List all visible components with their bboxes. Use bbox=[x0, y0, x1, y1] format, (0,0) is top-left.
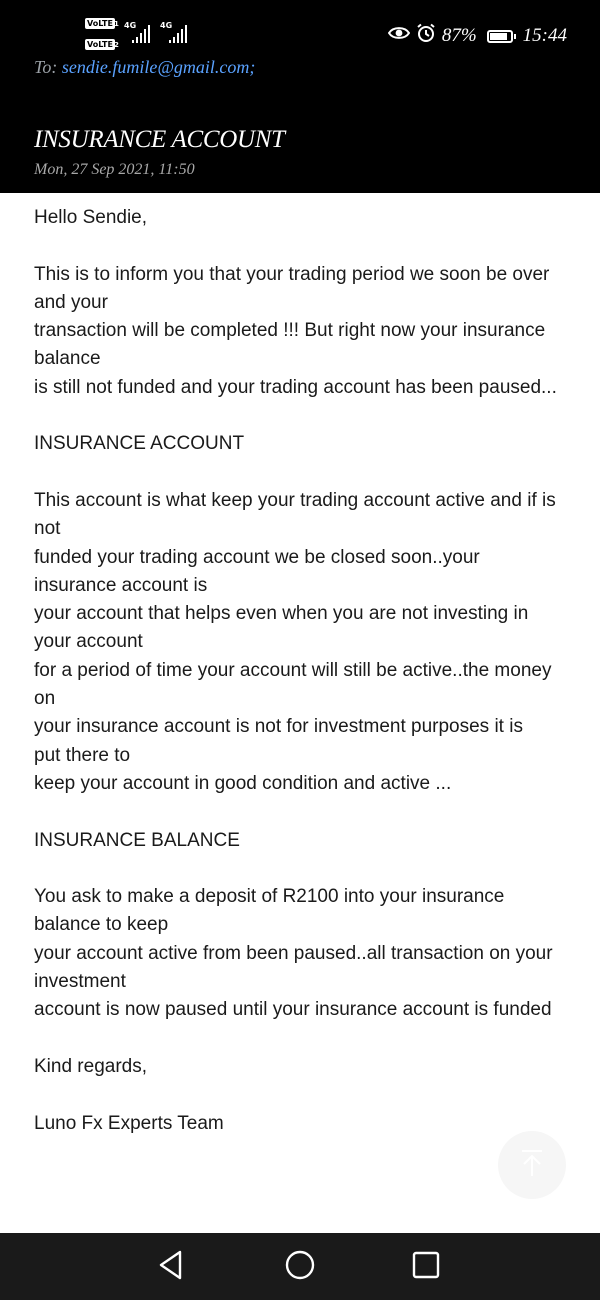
signal-strength-icon-2 bbox=[169, 25, 187, 43]
sim-number-2: 2 bbox=[114, 41, 119, 49]
to-label: To: bbox=[34, 57, 58, 77]
system-navigation-bar bbox=[0, 1233, 600, 1300]
battery-nub bbox=[514, 34, 516, 39]
eye-icon bbox=[388, 25, 410, 47]
signature: Luno Fx Experts Team bbox=[34, 1112, 224, 1134]
greeting: Hello Sendie, bbox=[34, 207, 148, 228]
body-paragraph: This account is what keep your trading account active and if is not funded your trading account we be closed soon..your insurance account is your account that helps even when you are not investing in your account for a period of time your account will still be active..the money on your insurance account is not for investment purposes it is put there to keep your account in good condition and active ... bbox=[34, 489, 556, 794]
email-subject: INSURANCE ACCOUNT bbox=[34, 126, 285, 153]
volte-badge-2: VoLTE bbox=[87, 40, 113, 49]
email-body bbox=[34, 204, 579, 1166]
recipient-address-link[interactable]: sendie.fumile@gmail.com; bbox=[61, 57, 256, 77]
nav-home-button[interactable] bbox=[282, 1249, 318, 1285]
battery-icon bbox=[487, 30, 513, 43]
battery-fill bbox=[490, 33, 507, 40]
email-header bbox=[0, 0, 600, 193]
sim-number-1: 1 bbox=[114, 20, 119, 28]
email-date: Mon, 27 Sep 2021, 11:50 bbox=[34, 161, 195, 178]
nav-recents-button[interactable] bbox=[408, 1249, 444, 1285]
status-right-group bbox=[388, 22, 567, 50]
recents-square-icon bbox=[411, 1250, 441, 1285]
body-paragraph: You ask to make a deposit of R2100 into your insurance balance to keep your account active from been paused..all transaction on your investment account is now paused until your insurance account is funded bbox=[34, 886, 553, 1021]
scroll-to-top-button[interactable] bbox=[498, 1131, 566, 1199]
section-heading-insurance-balance: INSURANCE BALANCE bbox=[34, 829, 240, 851]
volte-badge-1: VoLTE bbox=[87, 19, 113, 28]
network-type-2: 4G bbox=[160, 21, 173, 30]
sim-signal-group bbox=[85, 18, 205, 54]
battery-percent: 87% bbox=[441, 25, 477, 46]
nav-back-button[interactable] bbox=[153, 1249, 189, 1285]
status-time: 15:44 bbox=[522, 25, 567, 46]
body-paragraph: This is to inform you that your trading period we soon be over and your transaction will be completed !!! But right now your insurance balance is still not funded and your trading account has been paused... bbox=[34, 263, 557, 398]
section-heading-insurance-account: INSURANCE ACCOUNT bbox=[34, 433, 245, 455]
status-bar bbox=[0, 0, 600, 56]
sign-off: Kind regards, bbox=[34, 1055, 148, 1077]
arrow-up-icon bbox=[518, 1148, 546, 1183]
alarm-icon bbox=[416, 23, 436, 49]
signal-strength-icon-1 bbox=[132, 25, 150, 43]
recipient-line bbox=[34, 57, 255, 78]
home-circle-icon bbox=[284, 1249, 316, 1286]
back-triangle-icon bbox=[156, 1249, 186, 1286]
network-type-1: 4G bbox=[124, 21, 137, 30]
